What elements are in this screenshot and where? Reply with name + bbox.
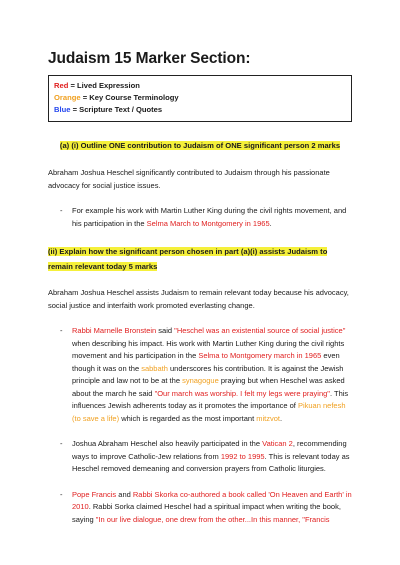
bullet-dash: - [60,489,63,499]
key-term-text: mitzvot [256,413,281,423]
bullet-dash: - [60,326,63,335]
answer-a-ii-bullets [48,325,352,526]
legend-blue-key: Blue [54,105,71,114]
legend-red-text: = Lived Expression [68,81,140,90]
bullet-text: Joshua Abraham Heschel also heavily participated in the [72,439,263,448]
bullet-text: . This influences Jewish adherents today as it promotes the importance of [72,388,349,410]
question-a-i [48,135,352,153]
bullet-text: which is regarded as the most important [119,413,257,423]
bullet-item-selma-example [48,205,352,230]
question-a-i-text: (a) (i) Outline ONE contribution to Judaism of ONE significant person 2 marks [59,141,341,150]
lived-expression-text: Pope Francis [72,489,117,499]
legend-row-red [54,80,346,92]
bullet-text: and [116,489,133,499]
answer-a-i-bullets [48,205,352,230]
bullet-text: For example his work with Martin Luther King during the civil rights movement, and his participation in the [72,206,347,228]
legend-red-key: Red [54,81,69,90]
bullet-text: . [280,413,283,423]
answer-a-ii-paragraph: Abraham Joshua Heschel assists Judaism to remain relevant today because his advocacy, social justice and interfaith work promoted everlasting change. [48,288,349,310]
question-a-ii-text: (ii) Explain how the significant person chosen in part (a)(i) assists Judaism to remain relevant today 5 marks [48,247,328,271]
legend-row-blue [54,104,346,116]
lived-expression-text: Selma to Montgomery march in 1965 [198,351,322,360]
bullet-text: , recommending ways to improve Catholic-Jew relations from [72,439,347,461]
color-legend-box [48,75,352,122]
legend-orange-key: Orange [54,93,81,102]
legend-blue-text: = Scripture Text / Quotes [70,105,163,114]
legend-row-orange [54,92,346,104]
bullet-text: when describing his impact. His work with Martin Luther King during the civil rights movement and his participation in the [72,338,345,360]
lived-expression-text: Rabbi Skorka co-authored a book called 'On Heaven and Earth' in 2010 [72,489,352,511]
answer-a-i-paragraph: Abraham Joshua Heschel significantly contributed to Judaism through his passionate advocacy for social justice issues. [48,168,330,190]
lived-expression-text: Vatican 2 [262,439,293,448]
lived-expression-text: Rabbi Marnelle Bronstein [72,326,157,335]
lived-expression-text: Selma March to Montgomery in 1965 [146,218,270,228]
lived-expression-text: 1992 to 1995 [220,451,265,461]
legend-orange-text: = Key Course Terminology [80,93,179,102]
bullet-text: . [269,218,272,228]
bullet-item-pope-francis [48,489,352,527]
bullet-dash: - [60,439,63,448]
quote-text: "Our march was worship. I felt my legs were praying" [154,388,330,398]
key-term-text: Pikuan nefesh (to save a life) [72,401,346,423]
bullet-item-vatican [48,438,352,476]
bullet-text: praying but when Heschel was asked about the march he said [72,376,345,398]
bullet-text: . This is relevant today as Heschel removed demeaning and conversion prayers from Catholic liturgies. [72,451,350,473]
quote-text: "Heschel was an existential source of social justice" [174,326,346,335]
key-term-text: synagogue [182,376,219,385]
key-term-text: sabbath [141,363,168,373]
bullet-item-bronstein [48,325,352,425]
page-title: Judaism 15 Marker Section: [48,50,251,67]
bullet-text: said [156,326,175,335]
bullet-text: even though it was on the [72,351,340,373]
bullet-text: underscores his contribution. It is against the Jewish principle and law not to be at the [72,363,344,385]
quote-text: "In our live dialogue, one drew from the other...In this manner, "Francis [95,514,330,524]
bullet-dash: - [60,206,63,215]
question-a-ii [48,243,352,273]
bullet-text: . Rabbi Sorka claimed Heschel had a spiritual impact when writing the book, saying [72,502,341,524]
